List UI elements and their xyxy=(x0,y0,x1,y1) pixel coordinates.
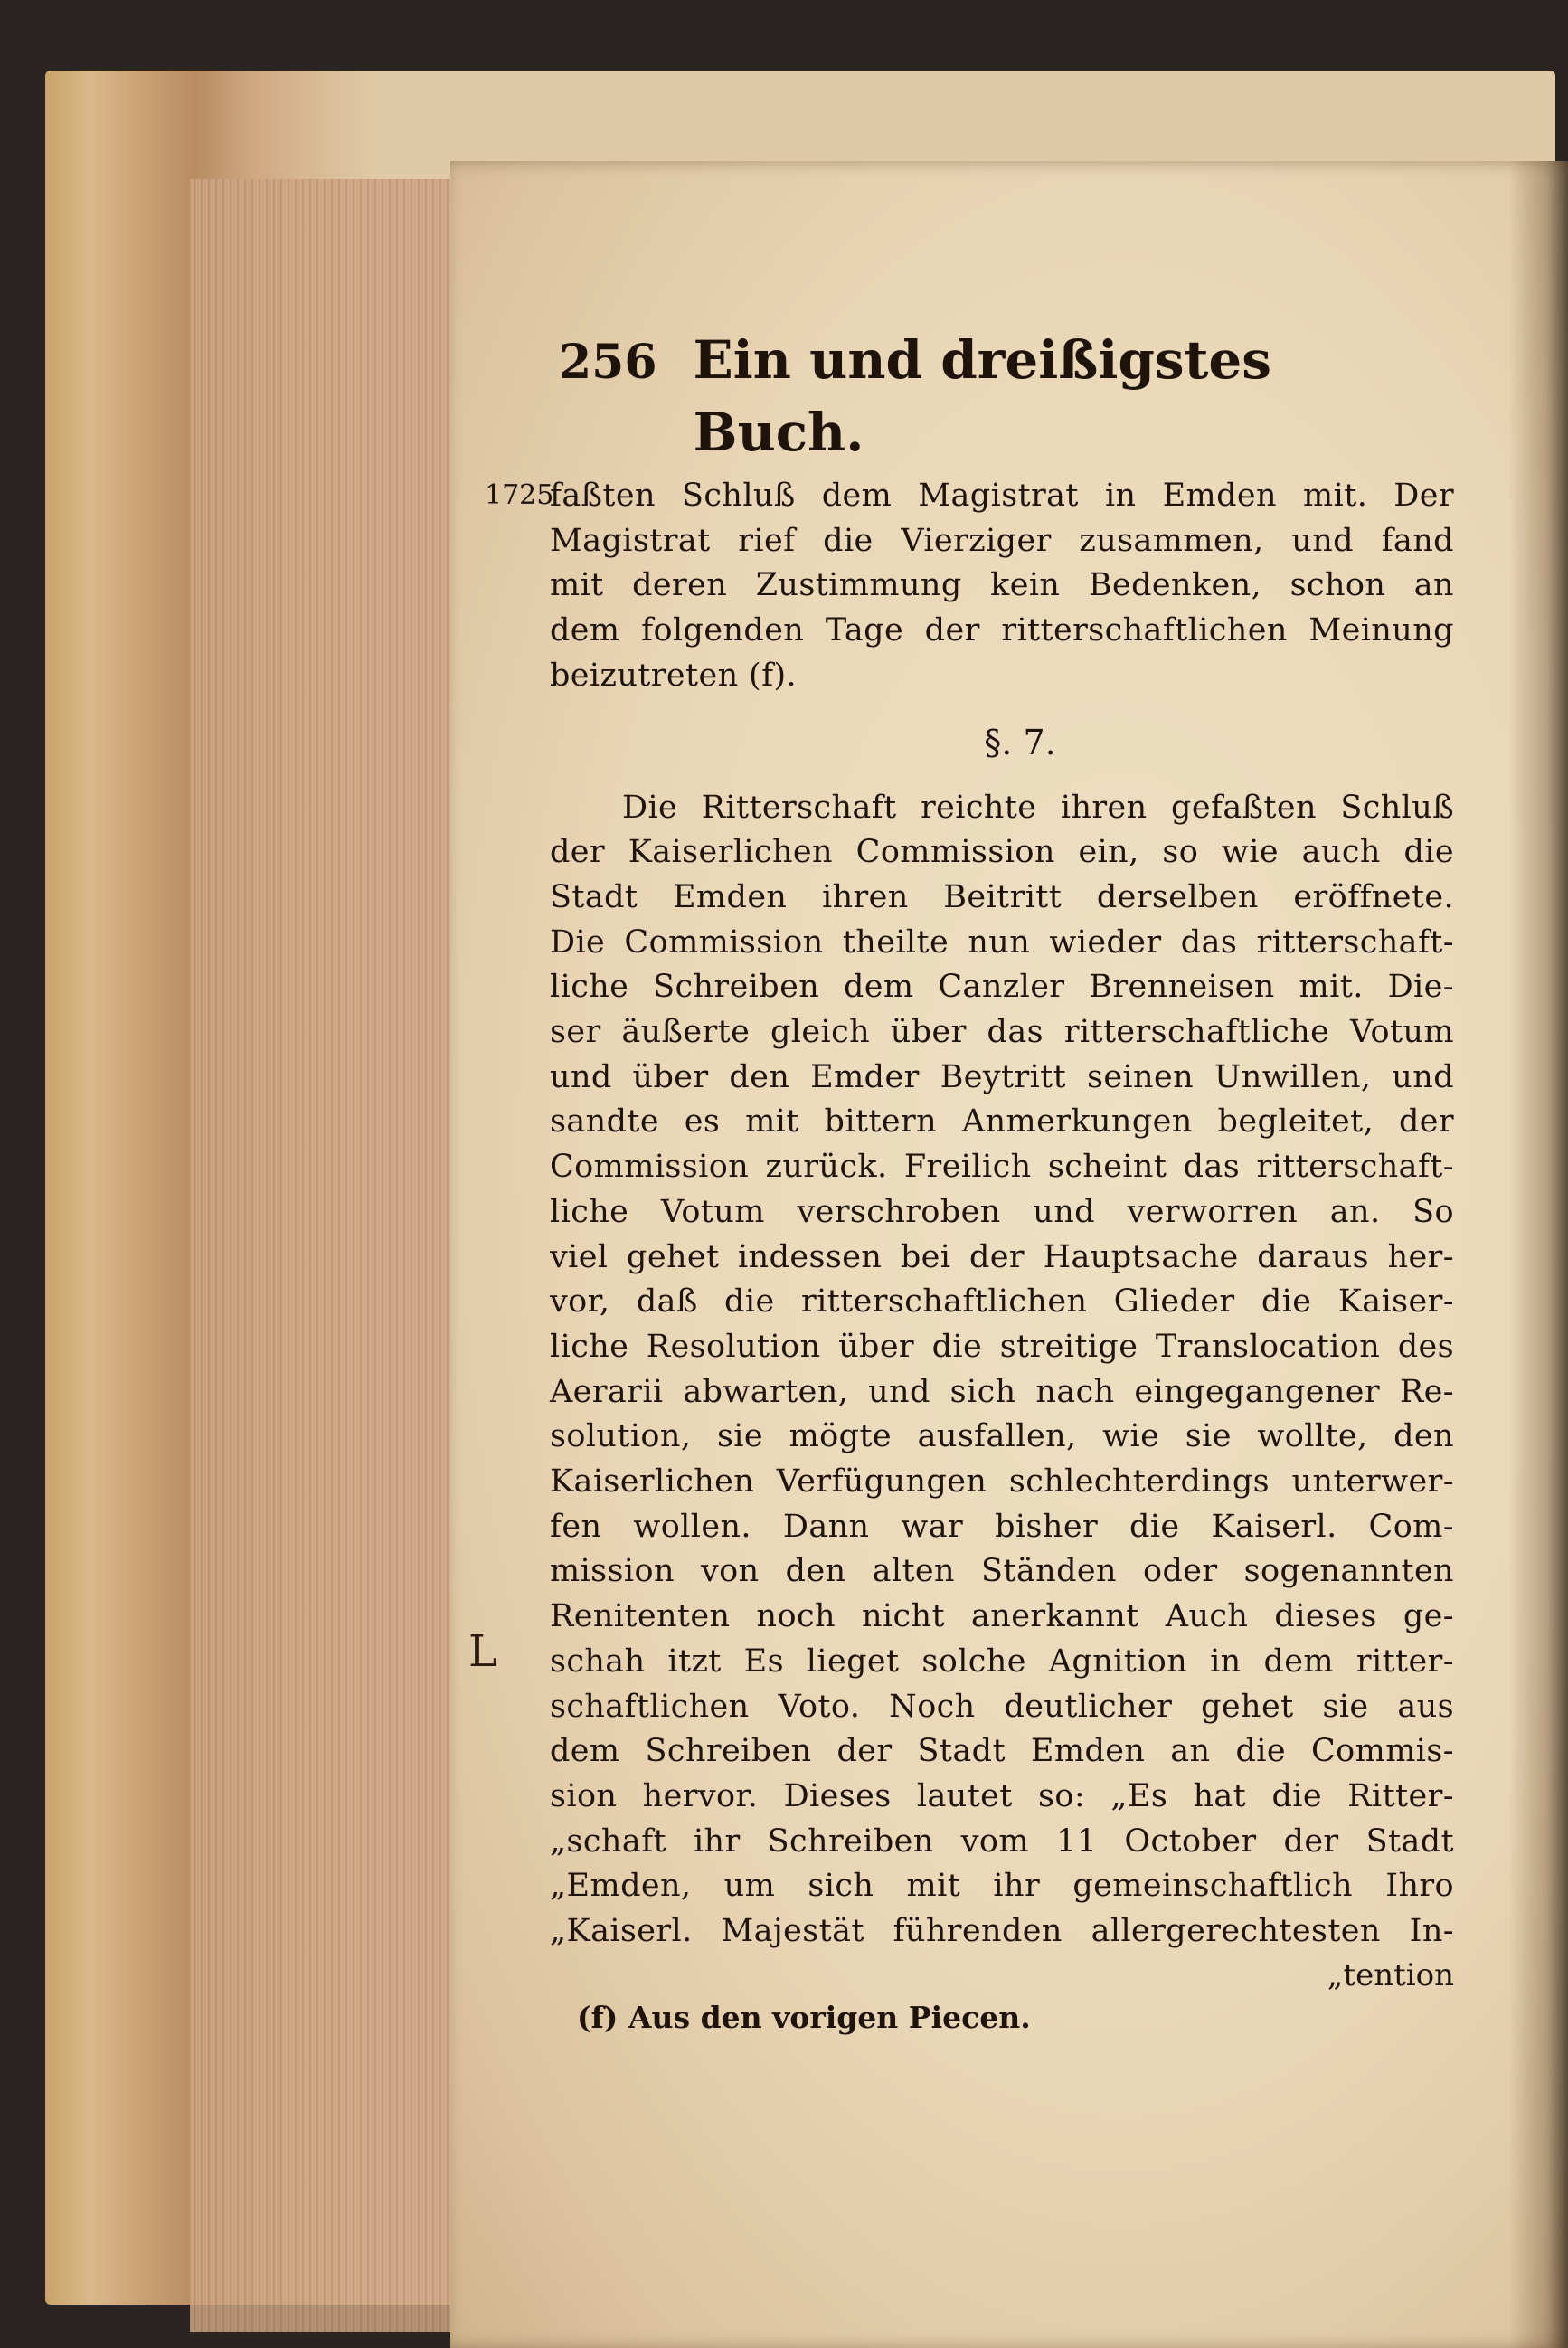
text-line: mission von den alten Ständen oder sogenannten xyxy=(550,1553,1454,1590)
paragraph-1 xyxy=(485,474,1454,699)
text-line: vor, daß die ritterschaftlichen Glieder die Kaiser- xyxy=(550,1283,1454,1321)
text-line: Stadt Emden ihren Beitritt derselben eröffnete. xyxy=(550,878,1454,915)
text-line: viel gehet indessen bei der Hauptsache daraus her- xyxy=(550,1238,1454,1275)
running-title: Ein und dreißigstes Buch. xyxy=(693,329,1271,463)
catchword: „tention xyxy=(1327,1956,1454,1993)
text-line: fen wollen. Dann war bisher die Kaiserl. Com- xyxy=(550,1508,1454,1545)
text-line: Renitenten noch nicht anerkannt Auch dieses ge- xyxy=(550,1598,1454,1635)
text-line: Kaiserlichen Verfügungen schlechterdings unterwer- xyxy=(550,1463,1454,1501)
text-line: solution, sie mögte ausfallen, wie sie wollte, den xyxy=(550,1418,1454,1455)
page-edges xyxy=(190,179,461,2332)
text-line: „Emden, um sich mit ihr gemeinschaftlich Ihro xyxy=(550,1868,1454,1905)
text-line: liche Schreiben dem Canzler Brenneisen mit. Die- xyxy=(550,969,1454,1006)
text-line: Aerarii abwarten, und sich nach eingegangener Re- xyxy=(550,1373,1454,1410)
page-number: 256 xyxy=(559,335,657,390)
text-line: Magistrat rief die Vierziger zusammen, und fand xyxy=(550,522,1454,559)
paragraph-2 xyxy=(550,786,1454,1955)
text-line: sandte es mit bittern Anmerkungen begleitet, der xyxy=(550,1103,1454,1141)
text-line: schah itzt Es lieget solche Agnition in dem ritter- xyxy=(550,1643,1454,1680)
text-line: schaftlichen Voto. Noch deutlicher gehet sie aus xyxy=(550,1688,1454,1725)
text-line: liche Resolution über die streitige Translocation des xyxy=(550,1328,1454,1365)
text-line: der Kaiserlichen Commission ein, so wie auch die xyxy=(550,834,1454,871)
page-gutter-shadow xyxy=(1508,161,1568,2348)
text-line: Die Ritterschaft reichte ihren gefaßten Schluß xyxy=(622,789,1454,826)
book-spread xyxy=(45,71,1555,2305)
text-line: mit deren Zustimmung kein Bedenken, schon an xyxy=(550,567,1454,604)
text-line: „schaft ihr Schreiben vom 11 October der Stadt xyxy=(550,1823,1454,1860)
page-text xyxy=(468,324,1454,2040)
margin-mark: L xyxy=(468,1626,497,1677)
running-header xyxy=(559,324,1454,469)
text-line: dem folgenden Tage der ritterschaftlichen Meinung xyxy=(550,612,1454,649)
text-line: beizutreten (f). xyxy=(550,657,798,694)
text-line: Commission zurück. Freilich scheint das ritterschaft- xyxy=(550,1149,1454,1186)
text-line: ser äußerte gleich über das ritterschaftliche Votum xyxy=(550,1014,1454,1051)
section-heading: §. 7. xyxy=(984,722,1056,762)
text-line: „Kaiserl. Majestät führenden allergerechtesten In- xyxy=(550,1913,1454,1950)
margin-year: 1725 xyxy=(485,479,554,511)
footnote: (f) Aus den vorigen Piecen. xyxy=(577,1999,1031,2035)
text-line: liche Votum verschroben und verworren an. So xyxy=(550,1193,1454,1230)
text-line: sion hervor. Dieses lautet so: „Es hat die Ritter- xyxy=(550,1777,1454,1814)
book-page xyxy=(450,161,1568,2348)
text-line: Die Commission theilte nun wieder das ritterschaft- xyxy=(550,923,1454,961)
text-line: faßten Schluß dem Magistrat in Emden mit. Der xyxy=(550,478,1454,514)
text-line: und über den Emder Beytritt seinen Unwillen, und xyxy=(550,1058,1454,1095)
text-line: dem Schreiben der Stadt Emden an die Commis- xyxy=(550,1733,1454,1770)
